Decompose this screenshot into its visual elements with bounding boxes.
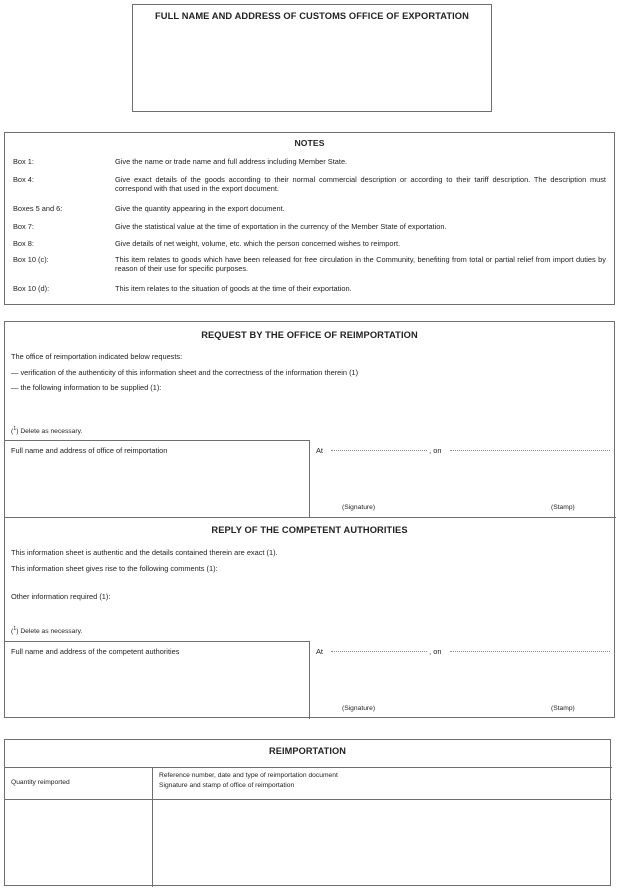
notes-box4-text: Give exact details of the goods according to their normal commercial description or according to their tariff description. The description must correspond with that used in the export document. bbox=[115, 175, 606, 194]
reply-at-label: At bbox=[316, 647, 323, 656]
reply-vertical-divider bbox=[309, 641, 310, 719]
request-footnote-text: Delete as necessary. bbox=[20, 428, 83, 436]
reply-separator bbox=[5, 641, 309, 642]
request-stamp-label: (Stamp) bbox=[551, 504, 575, 511]
notes-box bbox=[4, 132, 615, 305]
reply-authorities-label: Full name and address of the competent authorities bbox=[11, 647, 180, 656]
request-separator bbox=[5, 440, 309, 441]
notes-box10d-text: This item relates to the situation of goods at the time of their exportation. bbox=[115, 284, 352, 293]
reimportation-row-separator bbox=[5, 799, 612, 800]
request-line-information: — the following information to be supplied (1): bbox=[11, 383, 162, 392]
request-office-label: Full name and address of office of reimportation bbox=[11, 446, 168, 455]
exportation-office-box bbox=[132, 4, 492, 112]
request-on-dotted-line bbox=[450, 450, 610, 451]
request-vertical-divider bbox=[309, 440, 310, 517]
notes-boxes5and6-label: Boxes 5 and 6: bbox=[13, 204, 63, 213]
reply-top-separator bbox=[5, 517, 616, 518]
notes-box10c-text: This item relates to goods which have been released for free circulation in the Community, benefiting from total or partial relief from import duties by reason of their use for specific purposes. bbox=[115, 255, 606, 274]
reply-signature-label: (Signature) bbox=[342, 705, 376, 712]
reimportation-box bbox=[4, 739, 611, 886]
reimportation-title: REIMPORTATION bbox=[268, 746, 346, 756]
reimportation-reference-line1: Reference number, date and type of reimportation document bbox=[159, 772, 338, 779]
exportation-office-title: FULL NAME AND ADDRESS OF CUSTOMS OFFICE OF EXPORTATION bbox=[155, 11, 469, 21]
notes-box1-text: Give the name or trade name and full address including Member State. bbox=[115, 157, 348, 166]
request-date-row bbox=[316, 446, 610, 455]
notes-row-box4 bbox=[13, 175, 606, 194]
reply-line-other-information: Other information required (1): bbox=[11, 592, 111, 601]
notes-row-box8 bbox=[13, 239, 606, 248]
reply-date-row bbox=[316, 647, 610, 656]
request-footnote: ($^1$) Delete as necessary. bbox=[11, 426, 83, 436]
reimportation-header-separator bbox=[5, 767, 612, 768]
reply-stamp-label: (Stamp) bbox=[551, 705, 575, 712]
reply-line-comments: This information sheet gives rise to the following comments (1): bbox=[11, 564, 218, 573]
reply-on-label: , on bbox=[429, 647, 442, 656]
reply-footnote-mark: 1 bbox=[13, 626, 17, 632]
reply-title: REPLY OF THE COMPETENT AUTHORITIES bbox=[211, 525, 408, 535]
notes-box1-label: Box 1: bbox=[13, 157, 34, 166]
request-title: REQUEST BY THE OFFICE OF REIMPORTATION bbox=[201, 330, 418, 340]
request-on-label: , on bbox=[429, 446, 442, 455]
reply-on-dotted-line bbox=[450, 651, 610, 652]
notes-row-box10c bbox=[13, 255, 606, 274]
reimportation-quantity-label: Quantity reimported bbox=[11, 779, 70, 786]
request-intro: The office of reimportation indicated below requests: bbox=[11, 352, 183, 361]
reply-line-authentic: This information sheet is authentic and the details contained therein are exact (1). bbox=[11, 548, 278, 557]
notes-boxes5and6-text: Give the quantity appearing in the export document. bbox=[115, 204, 285, 213]
notes-row-boxes5and6 bbox=[13, 204, 606, 213]
reply-footnote: ($^1$) Delete as necessary. bbox=[11, 626, 83, 636]
request-footnote-mark: 1 bbox=[13, 426, 17, 432]
notes-box8-label: Box 8: bbox=[13, 239, 34, 248]
request-line-verification: — verification of the authenticity of this information sheet and the correctness of the information therein (1) bbox=[11, 368, 359, 377]
notes-box10c-label: Box 10 (c): bbox=[13, 255, 49, 264]
notes-box4-label: Box 4: bbox=[13, 175, 34, 184]
reply-at-dotted-line bbox=[331, 651, 427, 652]
notes-box7-text: Give the statistical value at the time of exportation in the currency of the Member State of exportation. bbox=[115, 222, 447, 231]
notes-row-box10d bbox=[13, 284, 606, 293]
notes-row-box1 bbox=[13, 157, 606, 166]
notes-title: NOTES bbox=[294, 138, 325, 148]
request-signature-label: (Signature) bbox=[342, 504, 376, 511]
notes-box7-label: Box 7: bbox=[13, 222, 34, 231]
reimportation-column-divider bbox=[152, 767, 153, 887]
notes-row-box7 bbox=[13, 222, 606, 231]
request-reply-box bbox=[4, 321, 615, 718]
request-at-dotted-line bbox=[331, 450, 427, 451]
request-at-label: At bbox=[316, 446, 323, 455]
reply-footnote-text: Delete as necessary. bbox=[20, 628, 83, 636]
notes-box10d-label: Box 10 (d): bbox=[13, 284, 50, 293]
notes-box8-text: Give details of net weight, volume, etc. which the person concerned wishes to reimport. bbox=[115, 239, 401, 248]
reimportation-reference-line2: Signature and stamp of office of reimportation bbox=[159, 782, 295, 789]
